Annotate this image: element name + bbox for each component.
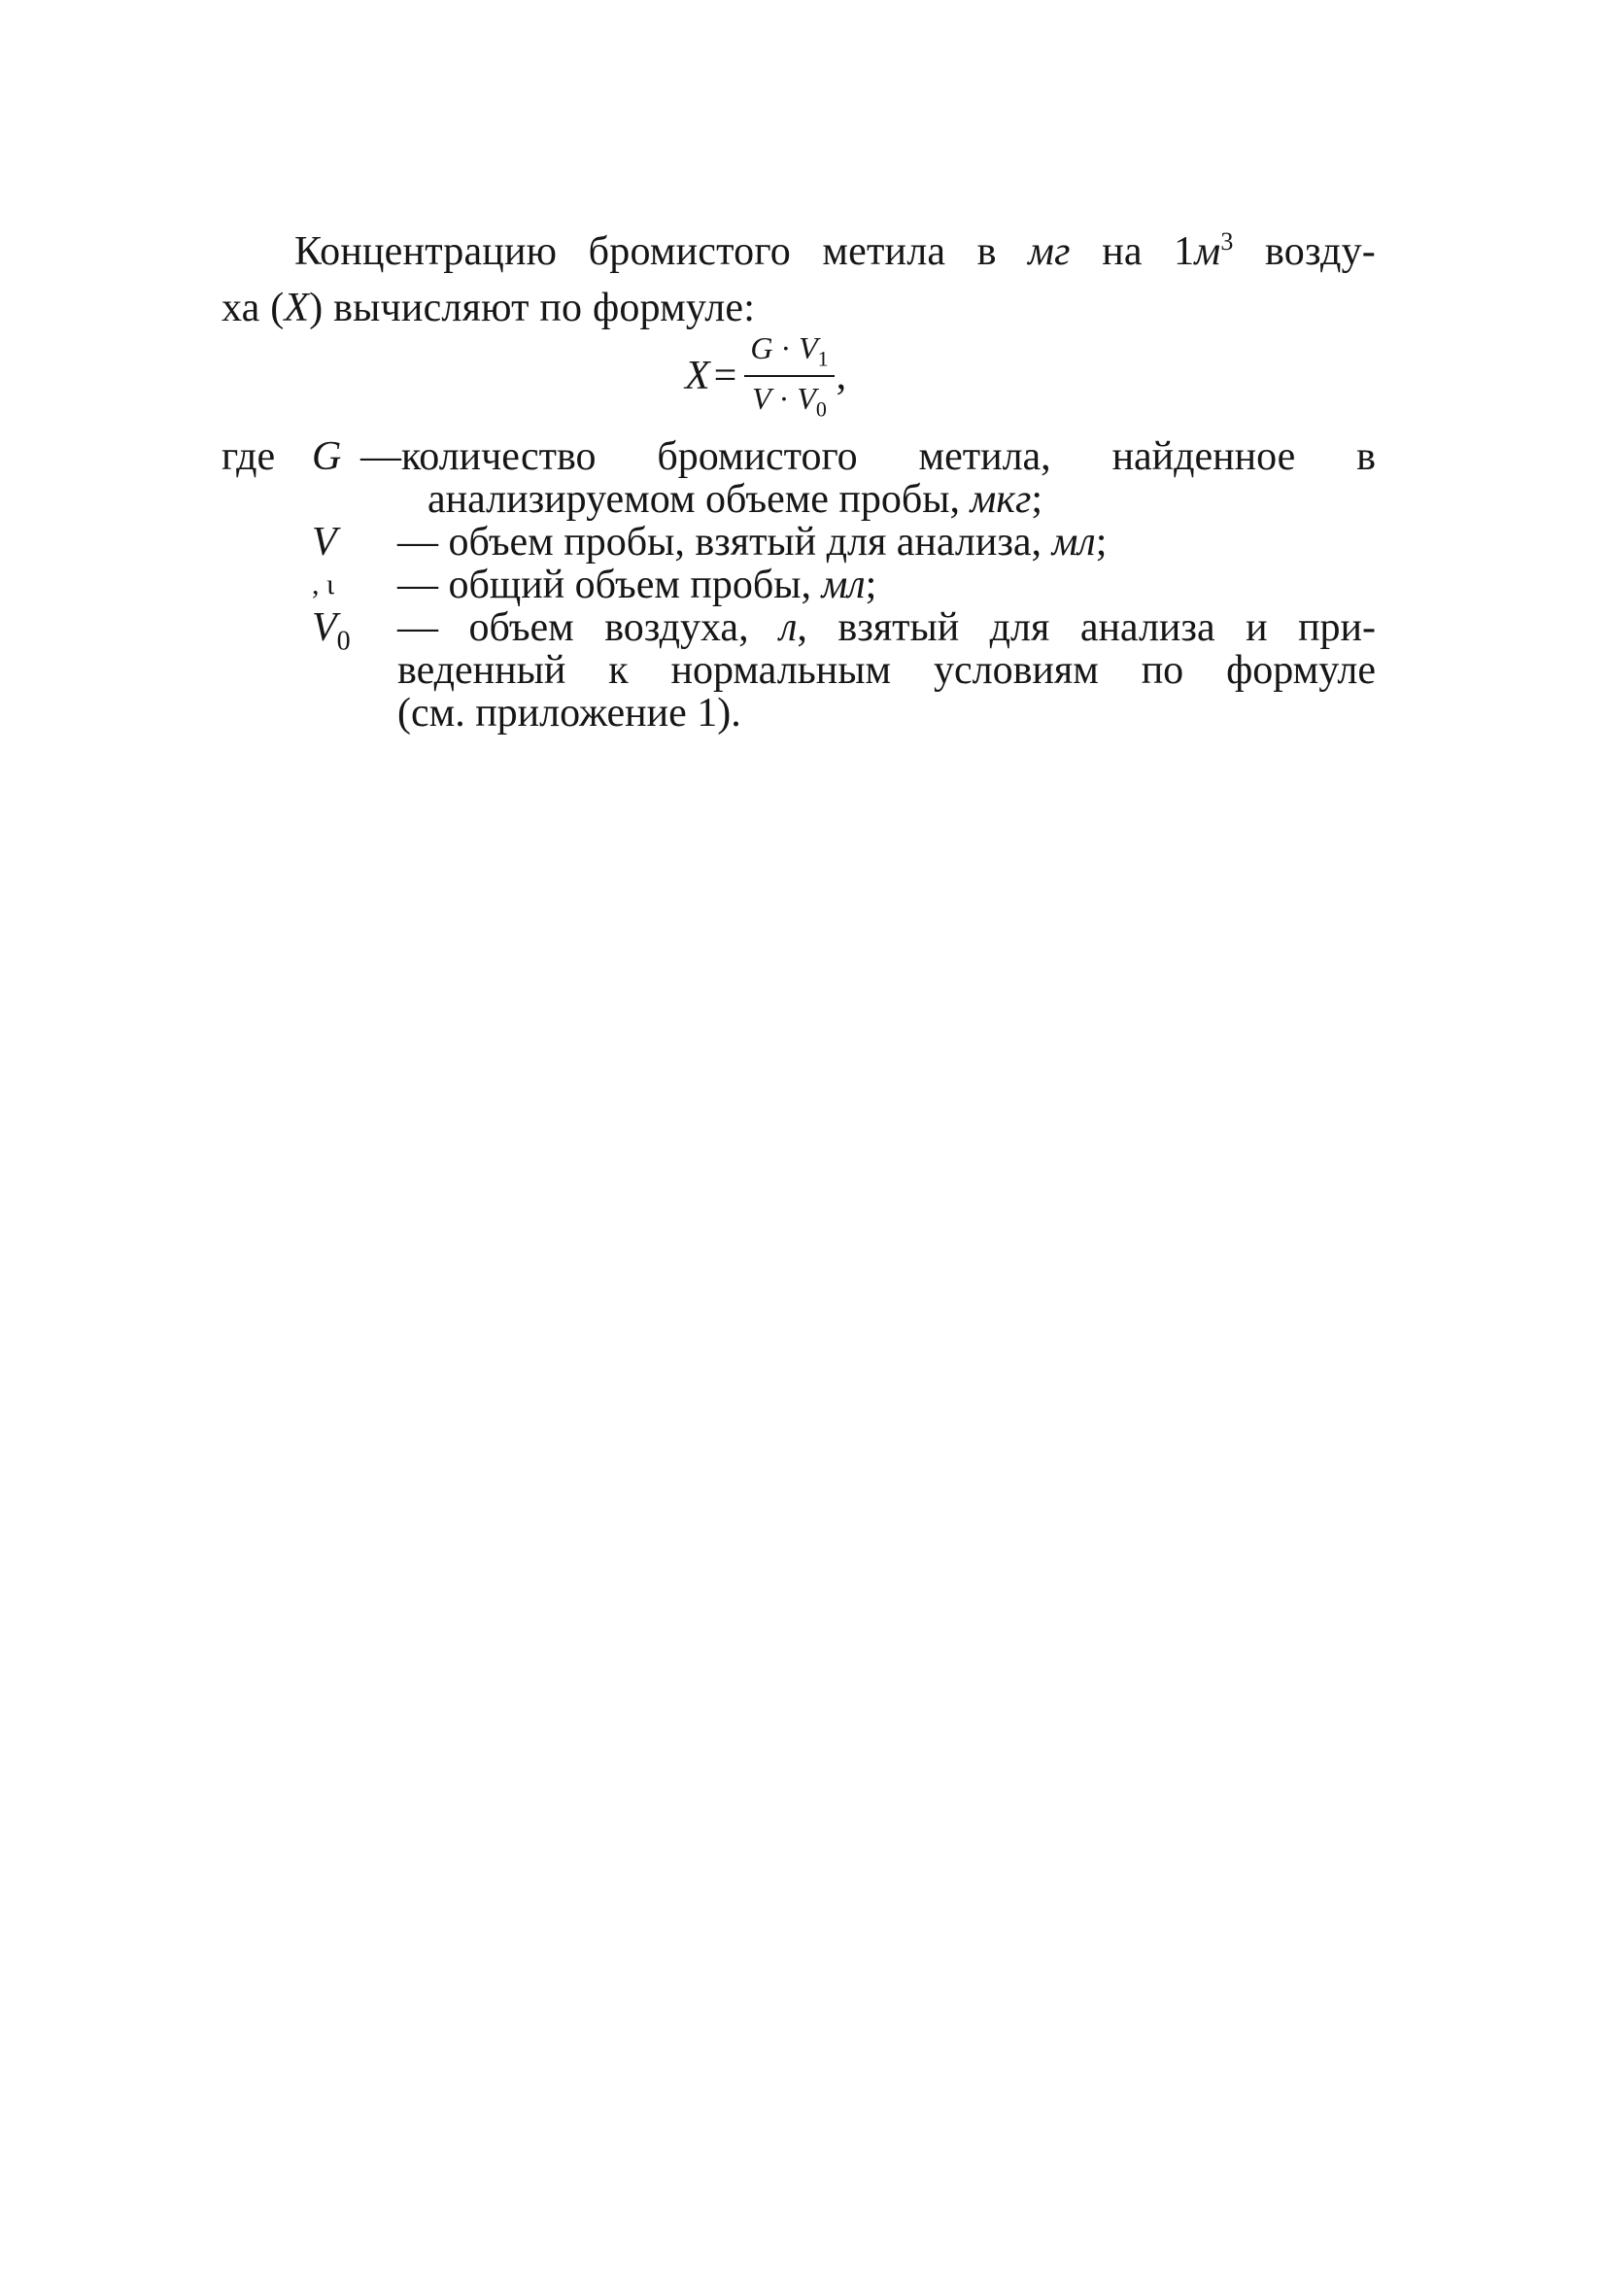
definition-v1 bbox=[222, 564, 1376, 606]
denominator-v: V bbox=[752, 381, 771, 417]
definition-text-part: — объем пробы, взятый для анализа, bbox=[397, 520, 1052, 565]
denominator-v0-subscript: 0 bbox=[815, 396, 827, 422]
definition-punct: ; bbox=[1095, 520, 1108, 565]
intro-line-2 bbox=[222, 280, 1376, 336]
variable-x: X bbox=[284, 286, 310, 330]
definition-text bbox=[360, 435, 1376, 521]
definition-v bbox=[222, 521, 1376, 564]
unit-mkg: мкг bbox=[970, 477, 1032, 522]
formula-lhs: X bbox=[685, 354, 710, 399]
definition-line bbox=[397, 521, 1376, 564]
formula-fraction bbox=[744, 330, 834, 423]
symbol-v0-subscript: 0 bbox=[336, 626, 351, 657]
unit-l: л bbox=[779, 605, 798, 650]
definition-symbol: G bbox=[312, 434, 342, 479]
symbol-v: V bbox=[312, 520, 337, 565]
variable-definitions bbox=[222, 435, 1376, 735]
multiply-dot: · bbox=[772, 330, 800, 365]
unit-ml: мл bbox=[821, 563, 866, 607]
definition-symbol bbox=[312, 606, 397, 735]
multiply-dot: · bbox=[770, 381, 798, 417]
definition-line: (см. приложение 1). bbox=[397, 691, 741, 736]
numerator-g: G bbox=[750, 330, 773, 365]
formula-equals: = bbox=[713, 354, 737, 399]
unit-mg: мг bbox=[1028, 229, 1071, 274]
definition-symbol bbox=[312, 564, 397, 606]
definition-text-part: — общий объем пробы, bbox=[397, 563, 822, 607]
unit-m: м bbox=[1194, 229, 1221, 274]
symbol-v1-illegible: , ι bbox=[312, 568, 335, 600]
definition-lead bbox=[222, 606, 312, 735]
symbol-v0: V bbox=[312, 605, 337, 650]
definition-punct: ; bbox=[865, 563, 877, 607]
definition-line bbox=[397, 564, 1376, 606]
intro-line-1 bbox=[222, 214, 1376, 280]
intro-text: ха ( bbox=[222, 286, 285, 330]
unit-m-exponent: 3 bbox=[1220, 227, 1234, 256]
definition-line: —количество бромистого метила, найденное в bbox=[360, 434, 1376, 479]
numerator-v: V bbox=[799, 330, 818, 365]
concentration-formula bbox=[685, 330, 846, 423]
definition-line bbox=[397, 606, 1376, 649]
definition-lead: где bbox=[222, 434, 276, 479]
definition-text-part: — объем воздуха, bbox=[397, 605, 780, 650]
definition-text bbox=[397, 564, 1376, 606]
denominator-v0: V bbox=[797, 381, 816, 417]
intro-text: возду- bbox=[1233, 229, 1376, 274]
formula-numerator bbox=[744, 330, 834, 377]
definition-symbol bbox=[312, 521, 397, 564]
intro-text: ) вычисляют по формуле: bbox=[309, 286, 756, 330]
definition-lead bbox=[222, 564, 312, 606]
definition-line bbox=[360, 478, 1376, 521]
definition-g bbox=[222, 435, 1376, 521]
definition-lead bbox=[222, 521, 312, 564]
definition-text-part: анализируемом объеме пробы, bbox=[427, 477, 971, 522]
intro-paragraph bbox=[222, 214, 1376, 336]
definition-text bbox=[397, 606, 1376, 735]
formula-denominator bbox=[746, 377, 833, 422]
definition-line: веденный к нормальным условиям по формуле bbox=[397, 648, 1376, 693]
numerator-v-subscript: 1 bbox=[817, 346, 829, 371]
formula-comma: , bbox=[836, 354, 847, 399]
definition-punct: ; bbox=[1031, 477, 1043, 522]
definition-text bbox=[397, 521, 1376, 564]
intro-text: на 1 bbox=[1070, 229, 1195, 274]
definition-v0 bbox=[222, 606, 1376, 735]
unit-ml: мл bbox=[1051, 520, 1096, 565]
definition-text-part: , взятый для анализа и при- bbox=[797, 605, 1377, 650]
intro-text: Концентрацию бромистого метила в bbox=[294, 229, 1029, 274]
